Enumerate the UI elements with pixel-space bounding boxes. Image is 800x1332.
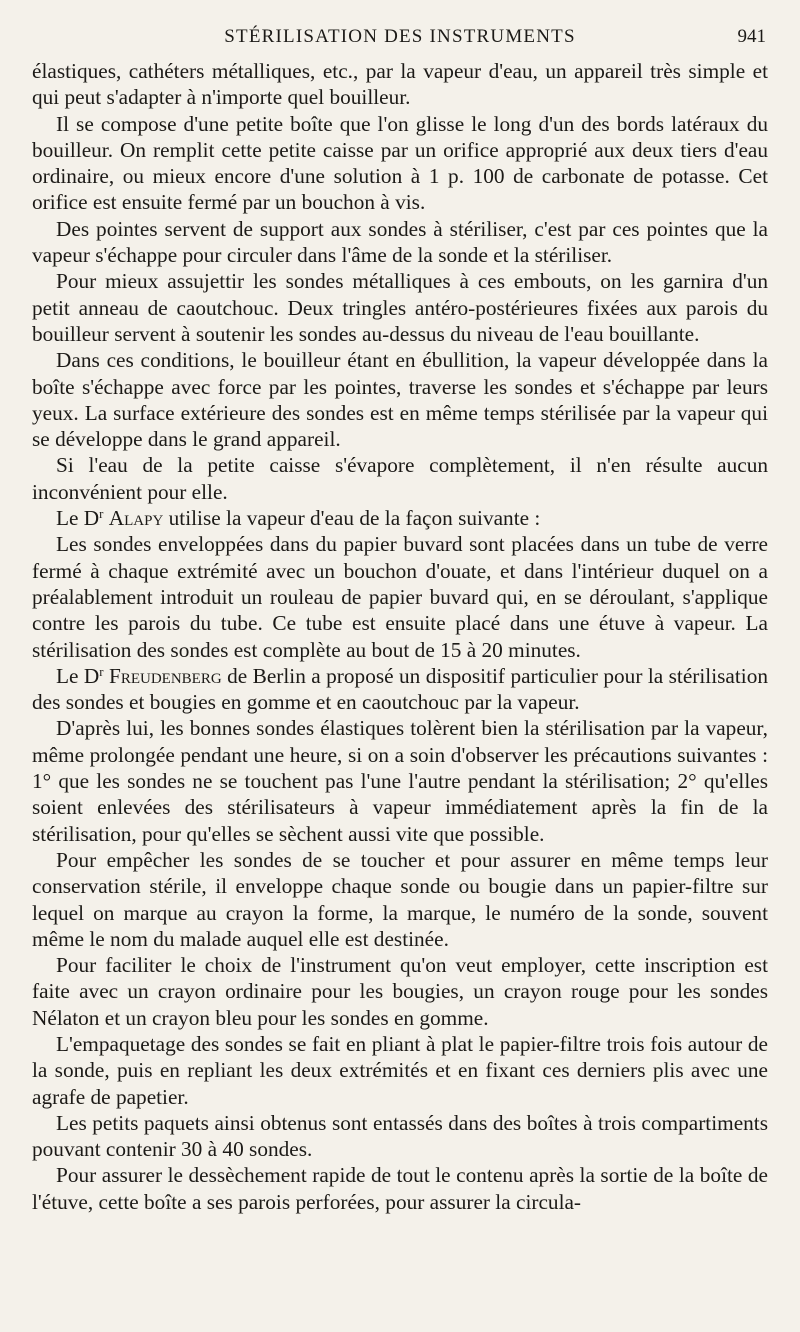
body-text: [32, 58, 768, 1215]
paragraph: Pour empêcher les sondes de se toucher et pour assurer en même temps leur conservation stérile, il enveloppe chaque sonde ou bougie dans un papier-filtre sur lequel on marque au crayon la forme, la marque, le numéro de la sonde, souvent même le nom du malade auquel elle est destinée.: [32, 847, 768, 951]
paragraph: [32, 505, 768, 531]
paragraph: Pour faciliter le choix de l'instrument qu'on veut employer, cette inscription est faite avec un crayon ordinaire pour les bougies, un crayon rouge pour les sondes Nélaton et un crayon bleu pour les sondes en gomme.: [32, 953, 768, 1030]
paragraph-text: de Berlin a proposé un dispositif particulier pour la stérilisation des sondes et bougies en gomme et en caoutchouc par la vapeur.: [32, 663, 769, 715]
paragraph: Pour assurer le dessèchement rapide de tout le contenu après la sortie de la boîte de l'étuve, cette boîte a ses parois perforées, pour assurer la circula-: [32, 1163, 768, 1214]
paragraph: Les petits paquets ainsi obtenus sont entassés dans des boîtes à trois compartiments pouvant contenir 30 à 40 sondes.: [32, 1110, 768, 1162]
paragraph: Dans ces conditions, le bouilleur étant en ébullition, la vapeur développée dans la boîte s'échappe avec force par les pointes, traverse les sondes et s'échappe par leurs yeux. La surface extérieure des sondes est en même temps stérilisée par la vapeur qui se développe dans le grand appareil.: [32, 348, 768, 452]
paragraph: Les sondes enveloppées dans du papier buvard sont placées dans un tube de verre fermé à chaque extrémité avec un bouchon d'ouate, et dans l'intérieur duquel on a préalablement introduit un rouleau de papier buvard qui, en se déroulant, s'applique contre les parois du tube. Ce tube est ensuite placé dans une étuve à vapeur. La stérilisation des sondes est complète au bout de 15 à 20 minutes.: [32, 532, 768, 662]
running-head: [32, 22, 768, 58]
title-prefix: Le D: [56, 663, 100, 688]
paragraph: Pour mieux assujettir les sondes métalliques à ces embouts, on les garnira d'un petit anneau de caoutchouc. Deux tringles antéro-postérieures fixées aux parois du bouilleur servent à soutenir les sondes au-dessus du niveau de l'eau bouillante.: [32, 269, 768, 346]
paragraph: [32, 663, 768, 716]
paragraph: Il se compose d'une petite boîte que l'on glisse le long d'un des bords latéraux du bouilleur. On remplit cette petite caisse par un orifice approprié aux deux tiers d'eau ordinaire, ou mieux encore d'une solution à 1 p. 100 de carbonate de potasse. Cet orifice est ensuite fermé par un bouchon à vis.: [32, 111, 768, 215]
title-prefix: Le D: [56, 506, 100, 531]
paragraph: Si l'eau de la petite caisse s'évapore complètement, il n'en résulte aucun inconvénient pour elle.: [32, 453, 768, 504]
title-superscript: r: [99, 664, 104, 679]
author-name: Freudenberg: [108, 663, 222, 688]
paragraph: D'après lui, les bonnes sondes élastiques tolèrent bien la stérilisation par la vapeur, même prolongée pendant une heure, si on a soin d'observer les précautions suivantes : 1° que les sondes ne se touchent pas l'une l'autre pendant la stérilisation; 2° qu'elles soient enlevées des stérilisateurs à vapeur immédiatement après la fin de la stérilisation, pour qu'elles se sèchent aussi vite que possible.: [32, 716, 768, 846]
page-number: 941: [737, 26, 766, 47]
paragraph: Des pointes servent de support aux sondes à stériliser, c'est par ces pointes que la vapeur s'échappe pour circuler dans l'âme de la sonde et la stériliser.: [32, 216, 768, 268]
running-head-title: STÉRILISATION DES INSTRUMENTS: [224, 26, 576, 47]
title-superscript: r: [99, 507, 104, 522]
paragraph: L'empaquetage des sondes se fait en pliant à plat le papier-filtre trois fois autour de la sonde, puis en repliant les deux extrémités et en fixant ces derniers plis avec une agrafe de papetier.: [32, 1031, 768, 1109]
paragraph-text: utilise la vapeur d'eau de la façon suivante :: [163, 506, 541, 531]
author-name: Alapy: [108, 506, 164, 531]
paragraph: élastiques, cathéters métalliques, etc., par la vapeur d'eau, un appareil très simple et qui peut s'adapter à n'importe quel bouilleur.: [32, 59, 768, 110]
